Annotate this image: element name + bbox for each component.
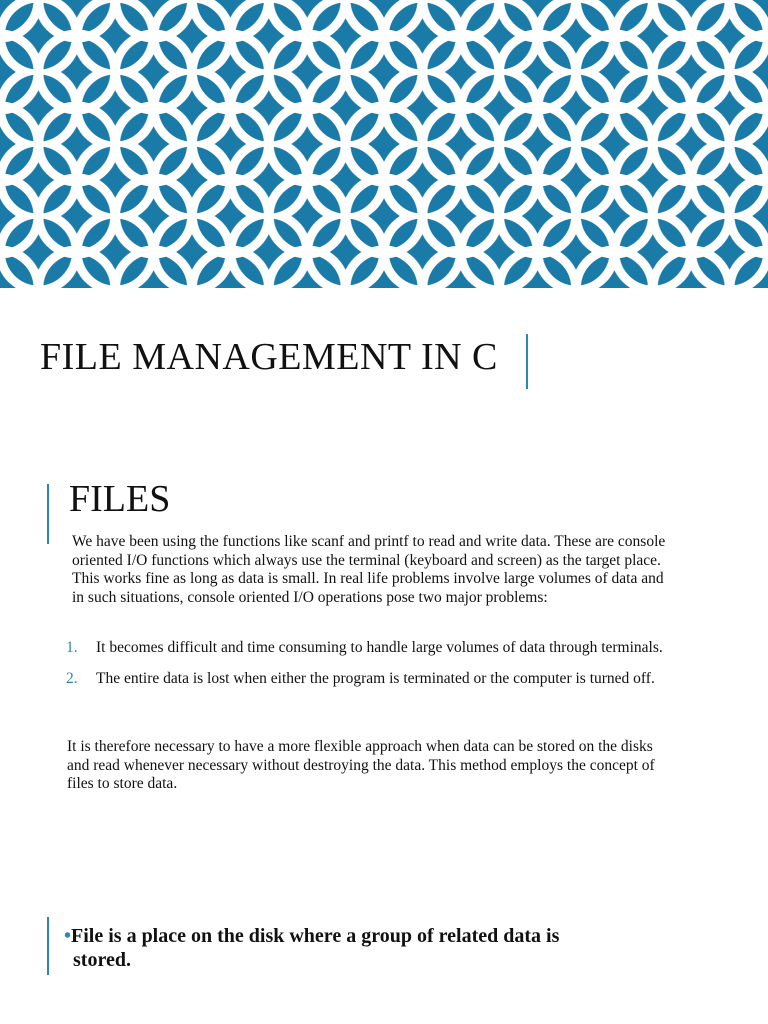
title-accent-bar	[526, 334, 528, 389]
definition-line-1	[64, 924, 664, 948]
decorative-banner	[0, 0, 768, 288]
file-definition	[64, 924, 664, 972]
list-item-text: The entire data is lost when either the program is terminated or the computer is turned off.	[96, 669, 655, 687]
list-number: 1.	[66, 639, 78, 656]
circle-pattern-graphic	[0, 0, 768, 288]
problems-list	[66, 639, 678, 700]
slide-title: FILE MANAGEMENT IN C	[40, 336, 498, 378]
list-item-text: It becomes difficult and time consuming to handle large volumes of data through terminals.	[96, 639, 663, 656]
list-item	[66, 670, 678, 689]
heading-accent-bar	[47, 484, 49, 544]
definition-text-2: stored.	[73, 949, 131, 971]
list-item	[66, 639, 678, 658]
definition-text-1: File is a place on the disk where a group of related data is	[71, 925, 560, 947]
definition-accent-bar	[47, 917, 49, 975]
list-number: 2.	[66, 669, 78, 687]
conclusion-paragraph: It is therefore necessary to have a more flexible approach when data can be stored on the disks and read whenever necessary without destroying the data. This method employs the concept of files to store data.	[67, 738, 655, 792]
section-heading: FILES	[69, 478, 171, 520]
intro-paragraph: We have been using the functions like scanf and printf to read and write data. These are console oriented I/O functions which always use the terminal (keyboard and screen) as the target place. This works fine as long as data is small. In real life problems involve large volumes of data and in such situations, console oriented I/O operations pose two major problems:	[72, 533, 666, 606]
bullet-icon: •	[64, 925, 72, 947]
